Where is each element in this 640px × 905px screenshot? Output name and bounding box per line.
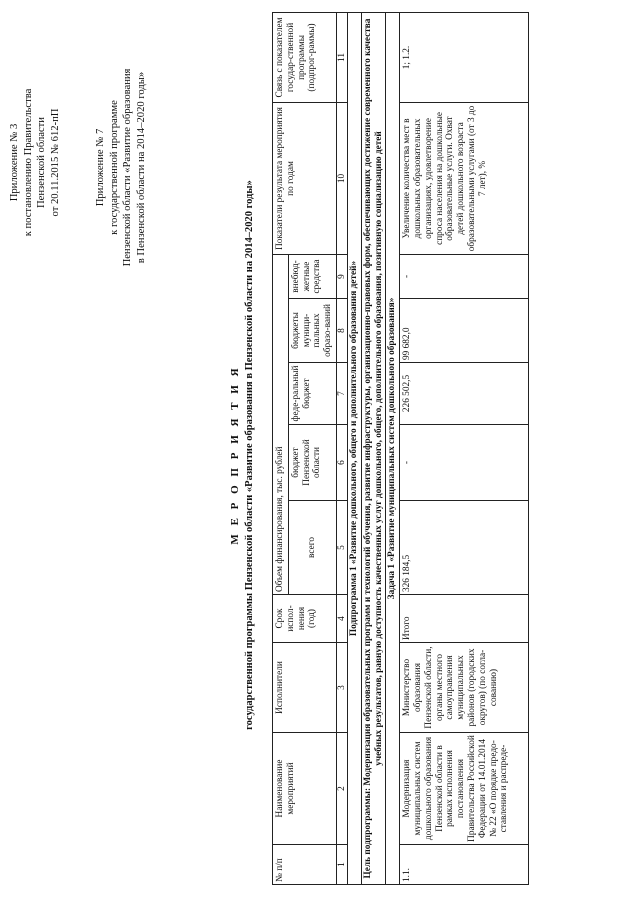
header-executors: Исполнители <box>273 643 337 733</box>
row-regional: - <box>400 425 529 501</box>
annex3-line4: от 20.11.2015 № 612-пП <box>49 108 61 217</box>
header-extra: внебюд-жетные средства <box>288 254 336 298</box>
subprogram-title: Подпрограмма 1 «Развитие дошкольного, общего и дополнительного образования детей» <box>347 12 361 884</box>
col-number: 1 <box>336 845 347 885</box>
row-municipal: 99 682,0 <box>400 299 529 363</box>
header-municipal: бюджеты муници-пальных образо-ваний <box>288 299 336 363</box>
task-title: Задача 1 «Развитие муниципальных систем дошкольного образования» <box>386 12 400 884</box>
task-row <box>386 12 400 884</box>
annex7-line2: к государственной программе <box>108 100 120 235</box>
row-total: 326 184,5 <box>400 501 529 595</box>
header-total: всего <box>288 501 336 595</box>
subprogram-goal: Цель подпрограммы: Модернизация образовательных программ и технологий обучения, развитие инфраструктуры, организационно-правовых форм, обеспечивающих достижение современного качества учебных результатов, равную доступность качественных услуг дошкольного, общего, дополнительного образования, позитивную социализацию детей <box>361 12 385 884</box>
col-number: 8 <box>336 299 347 363</box>
goal-row <box>361 12 385 884</box>
annex7-line4: в Пензенской области на 2014–2020 годы» <box>135 71 147 264</box>
col-number: 6 <box>336 425 347 501</box>
annex-7-block <box>94 60 148 275</box>
header-term: Срок испол-нения (год) <box>273 595 337 643</box>
annex3-line1: Приложение № 3 <box>9 123 20 202</box>
col-number: 10 <box>336 102 347 254</box>
row-extra: - <box>400 254 529 298</box>
header-name: Наименование мероприятий <box>273 733 337 845</box>
annex-3-block <box>8 60 62 265</box>
header-num: № п/п <box>273 845 337 885</box>
col-number: 4 <box>336 595 347 643</box>
row-federal: 226 502,5 <box>400 363 529 425</box>
row-name: Модернизация муниципальных систем дошкольного образования Пензенской области в рамках исполнения постановления Правительства Российской Федерации от 14.01.2014 № 22 «О порядке предо-ставления и распреде- <box>400 733 529 845</box>
header-indicator: Показатели результата мероприятия по годам <box>273 102 337 254</box>
row-num: 1.1. <box>400 845 529 885</box>
row-executors: Министерство образования Пензенской области, органы местного самоуправления муниципальных районов (городских округов) (по согла-сованию) <box>400 643 529 733</box>
annex3-line3: Пензенской области <box>36 117 47 208</box>
header-regional: бюджет Пензенской области <box>288 425 336 501</box>
table-row <box>400 12 529 884</box>
annex3-line2: к постановлению Правительства <box>22 88 34 237</box>
row-term: Итого <box>400 595 529 643</box>
title-subtitle: государственной программы Пензенской области «Развитие образования в Пензенской области на 2014–2020 годы» <box>244 180 255 730</box>
row-link: 1; 1.2. <box>400 12 529 102</box>
header-link: Связь с показателем государ-ственной программы (подпрог-раммы) <box>273 12 337 102</box>
col-number: 9 <box>336 254 347 298</box>
header-volume: Объем финансирования, тыс. рублей <box>273 254 289 594</box>
annex7-line3: Пензенской области «Развитие образования <box>122 68 133 267</box>
col-number: 5 <box>336 501 347 595</box>
row-indicator: Увеличение количества мест в дошкольных образовательных организациях, удовлетворение спроса населения на дошкольные образовательные услуги. Охват детей дошкольного возраста образовательными услугами (от 3 до 7 лет), % <box>400 102 529 254</box>
subprogram-row <box>347 12 361 884</box>
col-number: 7 <box>336 363 347 425</box>
document-title <box>228 25 257 885</box>
annex7-line1: Приложение № 7 <box>95 128 106 207</box>
header-federal: феде-ральный бюджет <box>288 363 336 425</box>
title-heading: М Е Р О П Р И Я Т И Я <box>229 365 241 545</box>
column-number-row <box>336 12 347 884</box>
measures-table <box>272 12 529 885</box>
col-number: 3 <box>336 643 347 733</box>
col-number: 2 <box>336 733 347 845</box>
col-number: 11 <box>336 12 347 102</box>
header-row-1 <box>273 12 289 884</box>
